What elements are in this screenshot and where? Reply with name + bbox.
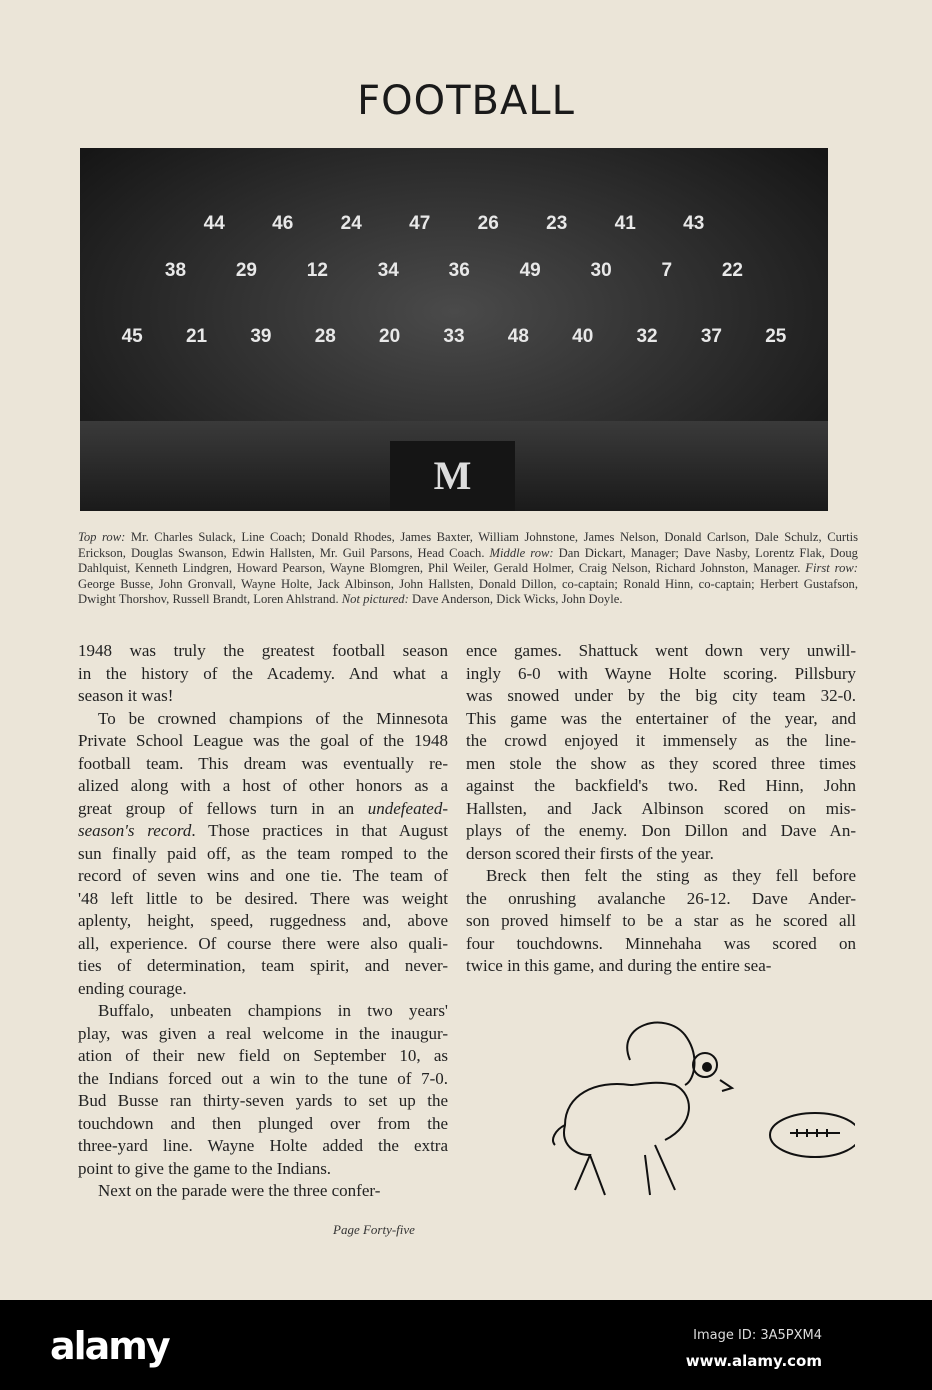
caption-row-label: Not pictured: [341, 592, 409, 607]
jersey-row-top [100, 213, 808, 235]
line-text: aplenty, height, speed, ruggedness and, above [78, 911, 448, 930]
line-text: This game was the entertainer of the year, and [466, 708, 856, 728]
text-line [466, 955, 856, 978]
line-text: Next on the parade were the three confer- [98, 1181, 381, 1200]
lamb-football-illustration [535, 1005, 855, 1210]
caption-text: Mr. Charles Sulack, Line Coach; Donald Rhodes, James Baxter, William Johnstone, James Nelson, Donald Carlson, Dale Schulz, Curtis Erickson, Douglas Swanson, Edwin Hallsten, Mr. Guil Parsons, Head Coach. [78, 530, 858, 560]
text-line [78, 798, 448, 821]
line-text: the Indians forced out a win to the tune of 7-0. [78, 1068, 448, 1088]
line-text: '48 left little to be desired. There was weight [78, 888, 448, 908]
text-line [78, 933, 448, 956]
jersey-number: 28 [314, 326, 336, 347]
line-text: season it was! [78, 686, 174, 705]
text-line [466, 865, 856, 888]
line-text: four touchdowns. Minnehaha was scored on [466, 933, 856, 953]
line-text: Breck then felt the sting as they fell before [486, 866, 856, 885]
text-line [78, 820, 448, 843]
jersey-number: 23 [546, 213, 568, 234]
line-text: the onrushing avalanche 26-12. Dave Ander- [466, 888, 856, 908]
page-title: FOOTBALL [357, 78, 575, 124]
line-text: To be crowned champions of the Minnesota [98, 708, 448, 728]
emphasis-text: season's record [78, 821, 192, 840]
text-line [466, 730, 856, 753]
line-text: touchdown and then plunged over from the [78, 1113, 448, 1133]
text-line [78, 708, 448, 731]
image-id: Image ID: 3A5PXM4 [693, 1328, 822, 1343]
text-line [466, 685, 856, 708]
caption-row-label: First row: [805, 561, 859, 576]
line-text: twice in this game, and during the entire sea- [466, 956, 772, 975]
line-text: . Those practices in that August [191, 821, 448, 840]
text-line [466, 775, 856, 798]
line-text: Private School League was the goal of the 1948 [78, 731, 448, 750]
jersey-number: 29 [235, 260, 257, 281]
line-text: son proved himself to be a star as he scored all [466, 911, 856, 930]
text-line [78, 1180, 448, 1203]
text-line [78, 888, 448, 911]
team-photo [80, 148, 828, 511]
text-line [78, 775, 448, 798]
jersey-number: 47 [409, 213, 431, 234]
text-line [78, 685, 448, 708]
line-text: plays of the enemy. Don Dillon and Dave An- [466, 821, 856, 840]
line-text: against the backfield's two. Red Hinn, John [466, 776, 856, 795]
jersey-number: 40 [572, 326, 594, 347]
line-text: ending courage. [78, 978, 187, 998]
line-text: ation of their new field on September 10, as [78, 1046, 448, 1065]
jersey-number: 22 [721, 260, 743, 281]
text-line [78, 663, 448, 686]
line-text: Buffalo, unbeaten champions in two years' [98, 1001, 448, 1020]
jersey-number: 26 [477, 213, 499, 234]
jersey-number: 36 [448, 260, 470, 281]
jersey-number: 24 [340, 213, 362, 234]
jersey-number: 48 [507, 326, 529, 347]
line-text: point to give the game to the Indians. [78, 1158, 332, 1178]
school-banner: M [390, 441, 515, 511]
jersey-number: 45 [121, 326, 143, 347]
page-number: Page Forty-five [333, 1222, 415, 1237]
line-text: in the history of the Academy. And what a [78, 663, 448, 683]
text-line [78, 955, 448, 978]
text-line [78, 865, 448, 888]
line-text: the crowd enjoyed it immensely as the line- [466, 731, 856, 750]
text-line [78, 1158, 448, 1181]
article-left-column [78, 640, 448, 1203]
alamy-logo: alamy [50, 1324, 169, 1368]
line-text: derson scored their firsts of the year. [466, 843, 714, 863]
text-line [78, 978, 448, 1001]
text-line [466, 753, 856, 776]
article-right-column [466, 640, 856, 978]
jersey-number: 30 [590, 260, 612, 281]
caption-text: Dan Dickart, Manager; Dave Nasby, Lorentz Flak, Doug Dahlquist, Kenneth Lindgren, Howard Pearson, Wayne Blomgren, Phil Weiler, Gerald Holmer, Craig Nelson, Richard Johnston, Manager. [78, 545, 858, 576]
jersey-number: 39 [250, 326, 272, 347]
text-line [78, 730, 448, 753]
jersey-number: 12 [306, 260, 328, 281]
jersey-number: 43 [683, 213, 705, 234]
jersey-number: 41 [614, 213, 636, 234]
photo-caption [78, 530, 858, 608]
caption-row-label: Top row: [78, 530, 126, 544]
text-line [78, 1045, 448, 1068]
text-line [466, 663, 856, 686]
text-line [78, 1023, 448, 1046]
line-text: 1948 was truly the greatest football season [78, 641, 448, 660]
text-line [466, 708, 856, 731]
line-text: Bud Busse ran thirty-seven yards to set up the [78, 1091, 448, 1110]
text-line [78, 910, 448, 933]
text-line [466, 820, 856, 843]
line-text: play, was given a real welcome in the inaugur- [78, 1023, 448, 1043]
line-text: men stole the show as they scored three times [466, 753, 856, 773]
jersey-number: 38 [164, 260, 187, 281]
caption-text: George Busse, John Gronvall, Wayne Holte, Jack Albinson, John Hallsten, Donald Dillon, co-captain; Ronald Hinn, co-captain; Herbert Gustafson, Dwight Thorshov, Russell Brandt, Loren Ahlstrand. [78, 576, 858, 607]
text-line [466, 888, 856, 911]
text-line [78, 1000, 448, 1023]
jersey-number: 33 [443, 326, 465, 347]
line-text: ties of determination, team spirit, and never- [78, 956, 448, 975]
text-line [78, 1135, 448, 1158]
line-text: was snowed under by the big city team 32-0. [466, 686, 856, 705]
jersey-number: 44 [203, 213, 225, 234]
line-text: ence games. Shattuck went down very unwill- [466, 641, 856, 660]
line-text: ingly 6-0 with Wayne Holte scoring. Pillsbury [466, 663, 856, 683]
jersey-row-first [100, 326, 808, 348]
jersey-number: 37 [700, 326, 722, 347]
jersey-number: 21 [185, 326, 208, 347]
text-line [78, 753, 448, 776]
line-text: Hallsten, and Jack Albinson scored on mis- [466, 798, 856, 818]
stock-footer [0, 1300, 932, 1390]
emphasis-text: undefeated- [367, 798, 448, 818]
caption-row-label: Middle row: [489, 545, 554, 560]
jersey-number: 25 [765, 326, 787, 347]
line-text: football team. This dream was eventually re- [78, 753, 448, 773]
jersey-row-middle [100, 260, 808, 282]
jersey-number: 32 [636, 326, 658, 347]
line-text: alized along with a host of other honors as a [78, 776, 448, 795]
jersey-number: 20 [379, 326, 401, 347]
jersey-number: 46 [272, 213, 294, 234]
caption-text: Dave Anderson, Dick Wicks, John Doyle. [408, 592, 623, 607]
text-line [78, 843, 448, 866]
text-line [466, 910, 856, 933]
line-text: sun finally paid off, as the team romped to the [78, 843, 448, 863]
jersey-number: 7 [661, 260, 673, 281]
text-line [78, 640, 448, 663]
line-text: three-yard line. Wayne Holte added the extra [78, 1136, 448, 1155]
text-line [466, 843, 856, 866]
line-text: great group of fellows turn in an [78, 798, 368, 818]
text-line [466, 640, 856, 663]
site-url[interactable]: www.alamy.com [685, 1352, 822, 1370]
jersey-number: 49 [519, 260, 541, 281]
text-line [466, 933, 856, 956]
line-text: record of seven wins and one tie. The team of [78, 866, 448, 885]
text-line [78, 1068, 448, 1091]
line-text: all, experience. Of course there were also quali- [78, 933, 448, 953]
text-line [78, 1113, 448, 1136]
text-line [466, 798, 856, 821]
jersey-number: 34 [377, 260, 399, 281]
text-line [78, 1090, 448, 1113]
